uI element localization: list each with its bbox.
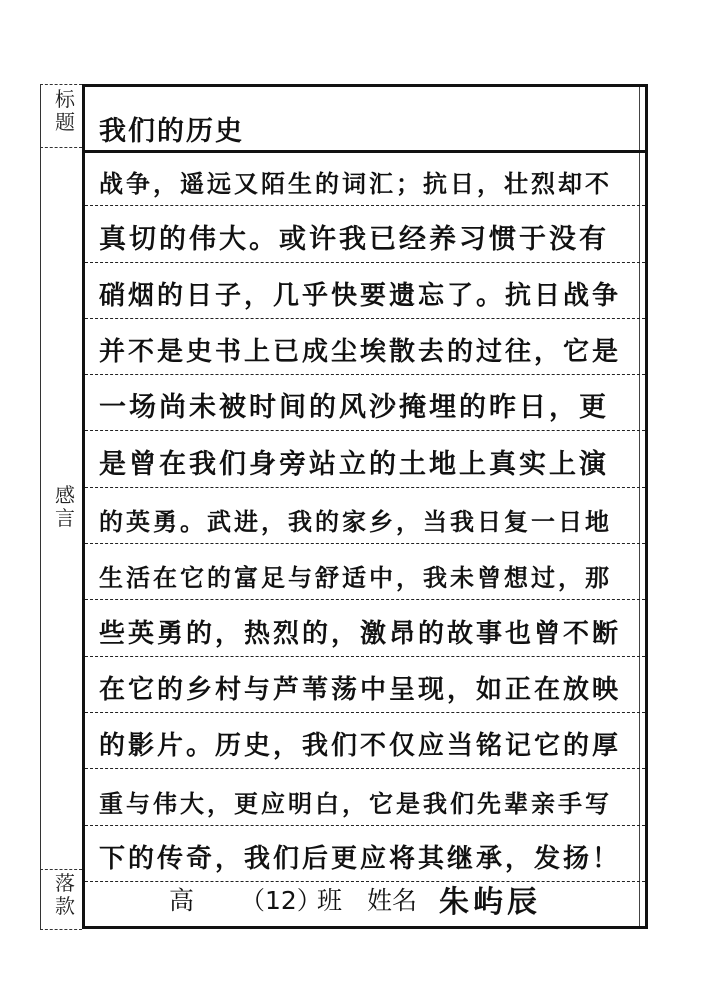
body-line-text: 下的传奇，我们后更应将其继承，发扬！ [99, 843, 622, 874]
body-line-text: 重与伟大，更应明白，它是我们先辈亲手写 [99, 788, 612, 818]
signature-row [85, 869, 645, 926]
body-line-text: 硝烟的日子，几乎快要遗忘了。抗日战争 [99, 280, 622, 311]
margin-label-char: 言 [55, 506, 75, 530]
body-line-text: 真切的伟大。或许我已经养习惯于没有 [99, 223, 609, 255]
body-line [85, 263, 645, 319]
margin-tick [40, 869, 82, 870]
margin-label-char: 款 [55, 894, 75, 918]
body-line [85, 657, 645, 713]
student-name: 朱屿辰 [439, 885, 541, 920]
class-label: 班 [317, 886, 343, 915]
body-line [85, 375, 645, 431]
class-number: （12） [240, 886, 322, 915]
margin-label-char: 题 [55, 110, 75, 134]
body-line-text: 生活在它的富足与舒适中，我未曾想过，那 [99, 563, 612, 593]
margin-tick [40, 929, 82, 930]
margin-label-char: 标 [55, 87, 75, 111]
body-line [85, 488, 645, 544]
margin-label-char: 感 [55, 483, 75, 507]
grade-label: 高 [169, 886, 195, 915]
body-line-text: 一场尚未被时间的风沙掩埋的昨日，更 [99, 392, 609, 424]
margin-label-body [50, 484, 80, 530]
body-line [85, 769, 645, 825]
margin-tick [40, 84, 82, 85]
margin-label-signature [50, 872, 80, 918]
name-label: 姓名 [367, 886, 418, 915]
body-line-text: 战争，遥远又陌生的词汇；抗日，壮烈却不 [99, 169, 612, 199]
body-line-text: 些英勇的，热烈的，激昂的故事也曾不断 [99, 618, 622, 649]
margin-label-title [50, 88, 80, 134]
body-line-text: 是曾在我们身旁站立的土地上真实上演 [99, 448, 609, 480]
body-line [85, 431, 645, 487]
body-lines [85, 150, 645, 882]
body-line [85, 713, 645, 769]
margin-tick [40, 147, 82, 148]
title-row [85, 87, 645, 153]
body-line-text: 的英勇。武进，我的家乡，当我日复一日地 [99, 507, 612, 537]
body-line [85, 150, 645, 206]
margin-guide-line [40, 84, 41, 929]
essay-title: 我们的历史 [99, 116, 244, 147]
margin-label-char: 落 [55, 871, 75, 895]
body-line-text: 在它的乡村与芦苇荡中呈现，如正在放映 [99, 674, 622, 705]
body-line [85, 544, 645, 600]
body-line [85, 206, 645, 262]
body-line [85, 319, 645, 375]
body-line [85, 600, 645, 656]
writing-frame [82, 84, 648, 929]
body-line-text: 的影片。历史，我们不仅应当铭记它的厚 [99, 731, 622, 762]
body-line-text: 并不是史书上已成尘埃散去的过往，它是 [99, 337, 622, 368]
